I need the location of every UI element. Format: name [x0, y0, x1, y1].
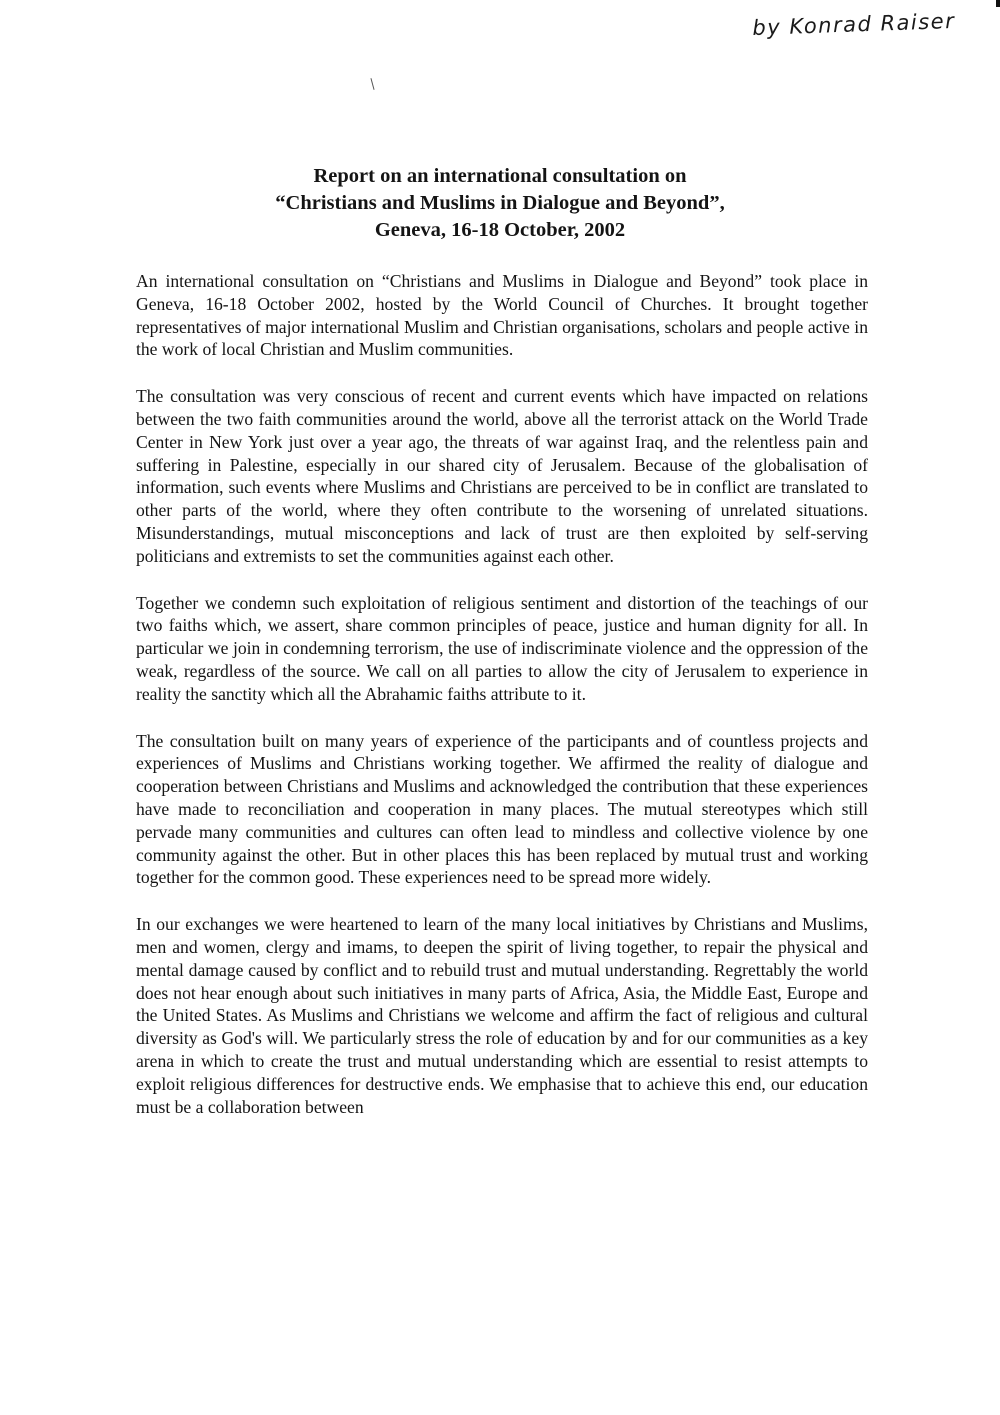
document-title: [0, 163, 1000, 244]
document-body: [136, 270, 868, 1142]
handwritten-author-note: by Konrad Raiser: [752, 8, 956, 40]
title-line-1: Report on an international consultation on: [313, 165, 687, 187]
paragraph-1: An international consultation on “Christians and Muslims in Dialogue and Beyond” took place in Geneva, 16-18 October 2002, hosted by the World Council of Churches. It brought together representatives of major international Muslim and Christian organisations, scholars and people active in the work of local Christian and Muslim communities.: [136, 271, 868, 360]
stray-pen-mark: [370, 78, 374, 90]
paragraph-5: In our exchanges we were heartened to learn of the many local initiatives by Christians and Muslims, men and women, clergy and imams, to deepen the spirit of living together, to repair the physical and mental damage caused by conflict and to rebuild trust and mutual understanding. Regrettably the world does not hear enough about such initiatives in many parts of Africa, Asia, the Middle East, Europe and the United States. As Muslims and Christians we welcome and affirm the fact of religious and cultural diversity as God's will. We particularly stress the role of education by and for our communities as a key arena in which to create the trust and mutual understanding which are essential to resist attempts to exploit religious differences for destructive ends. We emphasise that to achieve this end, our education must be a collaboration between: [136, 914, 868, 1117]
paragraph-3: Together we condemn such exploitation of religious sentiment and distortion of the teachings of our two faiths which, we assert, share common principles of peace, justice and human dignity for all. In particular we join in condemning terrorism, the use of indiscriminate violence and the oppression of the weak, regardless of the source. We call on all parties to allow the city of Jerusalem to experience in reality the sanctity which all the Abrahamic faiths attribute to it.: [136, 592, 868, 704]
scan-corner-mark: [996, 0, 1000, 7]
paragraph-4: The consultation built on many years of experience of the participants and of countless projects and experiences of Muslims and Christians working together. We affirmed the reality of dialogue and cooperation between Christians and Muslims and acknowledged the contribution that these experiences have made to reconciliation and cooperation in many places. The mutual stereotypes which still pervade many communities and cultures can often lead to mindless and collective violence by one community against the other. But in other places this has been replaced by mutual trust and working together for the common good. These experiences need to be spread more widely.: [136, 730, 868, 888]
title-line-2: “Christians and Muslims in Dialogue and Beyond”,: [275, 192, 725, 214]
paragraph-2: The consultation was very conscious of recent and current events which have impacted on relations between the two faith communities around the world, above all the terrorist attack on the World Trade Center in New York just over a year ago, the threats of war against Iraq, and the relentless pain and suffering in Palestine, especially in our shared city of Jerusalem. Because of the globalisation of information, such events where Muslims and Christians are perceived to be in conflict are translated to other parts of the world, where they often contribute to the worsening of unrelated situations. Misunderstandings, mutual misconceptions and lack of trust are then exploited by self-serving politicians and extremists to set the communities against each other.: [136, 386, 868, 566]
title-line-3: Geneva, 16-18 October, 2002: [374, 219, 626, 241]
